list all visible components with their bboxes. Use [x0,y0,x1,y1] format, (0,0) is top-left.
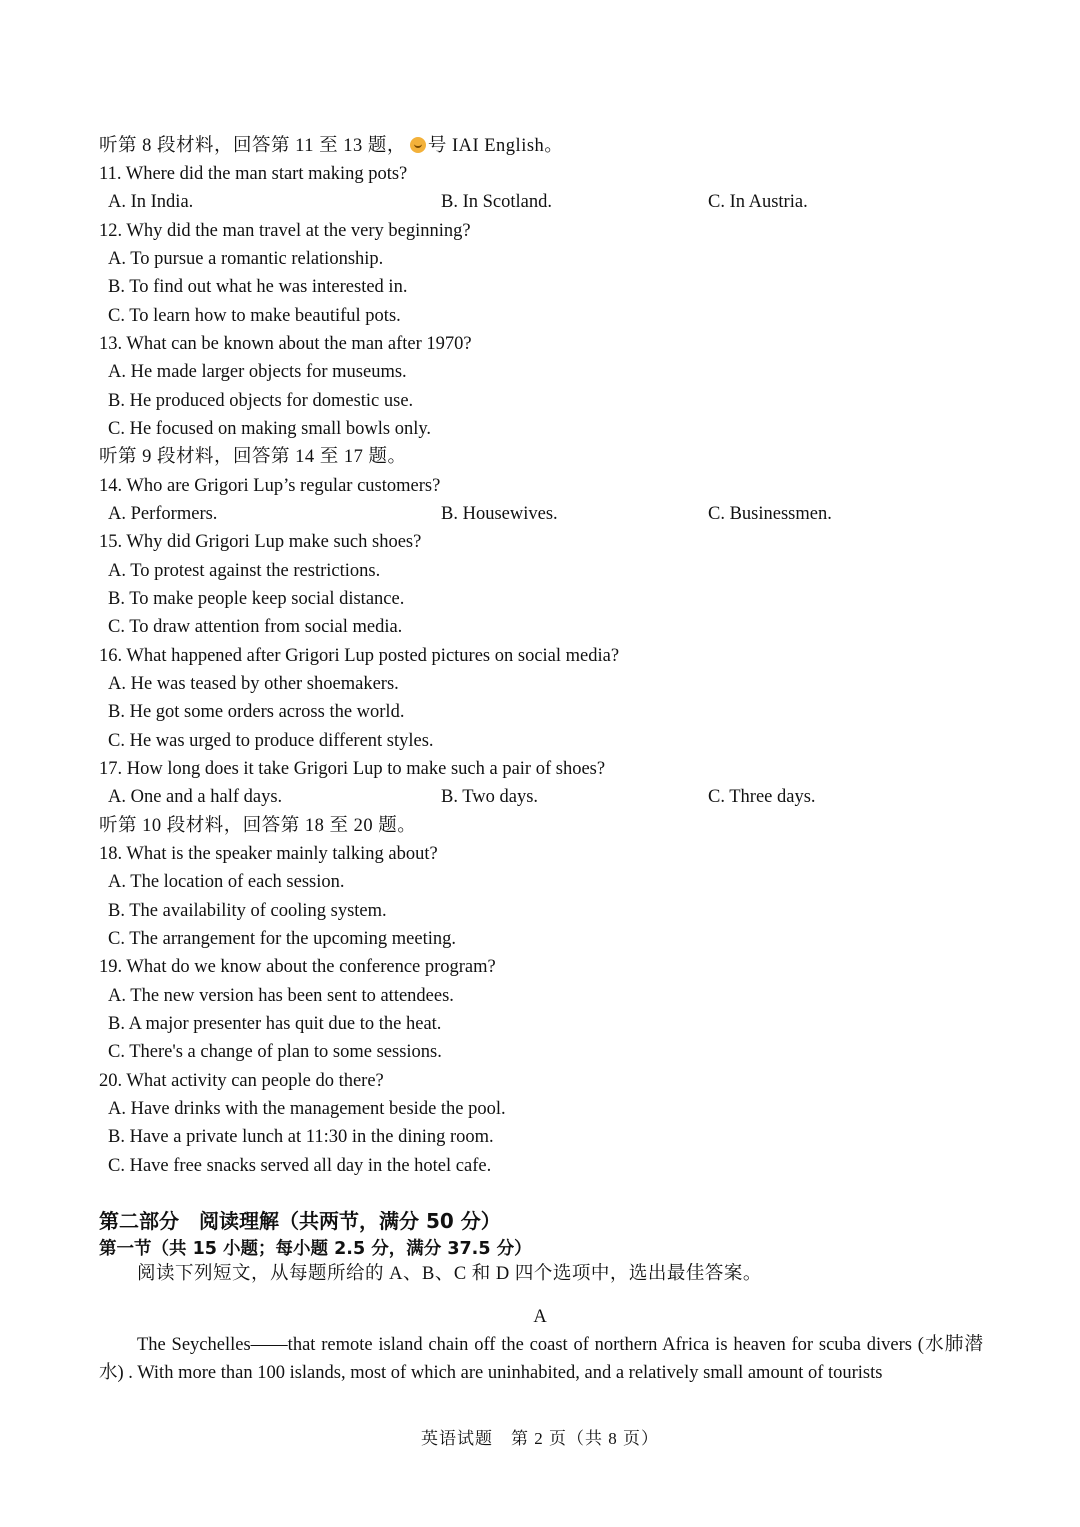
part2-heading: 第二部分 阅读理解（共两节，满分 50 分） [99,1209,501,1233]
q17-option-c: C. Three days. [708,787,816,807]
q17-options [108,786,988,808]
q18-option-a: A. The location of each session. [108,872,345,892]
q13-stem: 13. What can be known about the man after 1970? [99,334,472,354]
q16-option-b: B. He got some orders across the world. [108,702,405,722]
q19-stem: 19. What do we know about the conference program? [99,957,496,977]
q11-option-b: B. In Scotland. [441,192,552,212]
q19-option-a: A. The new version has been sent to attendees. [108,986,454,1006]
passage-text: The Seychelles——that remote island chain off the coast of northern Africa is heaven for scuba divers (水肺潜水) . With more than 100 islands, most of which are uninhabited, and a relatively small amount of tourists [99,1335,983,1383]
q18-stem: 18. What is the speaker mainly talking about? [99,844,438,864]
section10-intro: 听第 10 段材料，回答第 18 至 20 题。 [99,816,417,836]
q13-option-c: C. He focused on making small bowls only. [108,419,432,439]
section8-intro-suffix: 号 IAI English。 [427,136,564,156]
q17-option-a: A. One and a half days. [108,787,283,807]
q13-option-a: A. He made larger objects for museums. [108,362,407,382]
q13-option-b: B. He produced objects for domestic use. [108,391,414,411]
q17-stem: 17. How long does it take Grigori Lup to make such a pair of shoes? [99,759,606,779]
q14-options [108,503,988,525]
q20-stem: 20. What activity can people do there? [99,1071,384,1091]
q19-option-b: B. A major presenter has quit due to the heat. [108,1014,442,1034]
q11-options [108,191,988,213]
part2-instruction: 阅读下列短文，从每题所给的 A、B、C 和 D 四个选项中，选出最佳答案。 [137,1264,762,1284]
section8-intro [99,135,563,157]
q14-option-b: B. Housewives. [441,504,558,524]
q20-option-c: C. Have free snacks served all day in the hotel cafe. [108,1156,492,1176]
passage-paragraph [99,1331,983,1387]
q16-option-a: A. He was teased by other shoemakers. [108,674,399,694]
q16-option-c: C. He was urged to produce different styles. [108,731,434,751]
page-footer: 英语试题 第 2 页（共 8 页） [421,1429,659,1448]
q17-option-b: B. Two days. [441,787,539,807]
q12-option-a: A. To pursue a romantic relationship. [108,249,384,269]
q11-option-c: C. In Austria. [708,192,808,212]
q11-option-a: A. In India. [108,192,194,212]
q15-option-a: A. To protest against the restrictions. [108,561,381,581]
q16-stem: 16. What happened after Grigori Lup posted pictures on social media? [99,646,620,666]
q20-option-b: B. Have a private lunch at 11:30 in the dining room. [108,1127,494,1147]
q11-stem: 11. Where did the man start making pots? [99,164,408,184]
q15-stem: 15. Why did Grigori Lup make such shoes? [99,532,422,552]
q14-stem: 14. Who are Grigori Lup’s regular customers? [99,476,441,496]
section9-intro: 听第 9 段材料，回答第 14 至 17 题。 [99,447,407,467]
passage-letter: A [533,1307,547,1327]
q14-option-a: A. Performers. [108,504,218,524]
q12-stem: 12. Why did the man travel at the very beginning? [99,221,471,241]
section8-intro-text: 听第 8 段材料，回答第 11 至 13 题， [99,136,406,156]
part2-subheading: 第一节（共 15 小题；每小题 2.5 分，满分 37.5 分） [99,1239,532,1259]
q12-option-c: C. To learn how to make beautiful pots. [108,306,401,326]
q15-option-b: B. To make people keep social distance. [108,589,405,609]
q18-option-b: B. The availability of cooling system. [108,901,387,921]
q18-option-c: C. The arrangement for the upcoming meeting. [108,929,456,949]
q12-option-b: B. To find out what he was interested in. [108,277,408,297]
q19-option-c: C. There's a change of plan to some sessions. [108,1042,442,1062]
q20-option-a: A. Have drinks with the management beside the pool. [108,1099,506,1119]
q15-option-c: C. To draw attention from social media. [108,617,403,637]
q14-option-c: C. Businessmen. [708,504,832,524]
smiley-face-icon [410,137,426,153]
